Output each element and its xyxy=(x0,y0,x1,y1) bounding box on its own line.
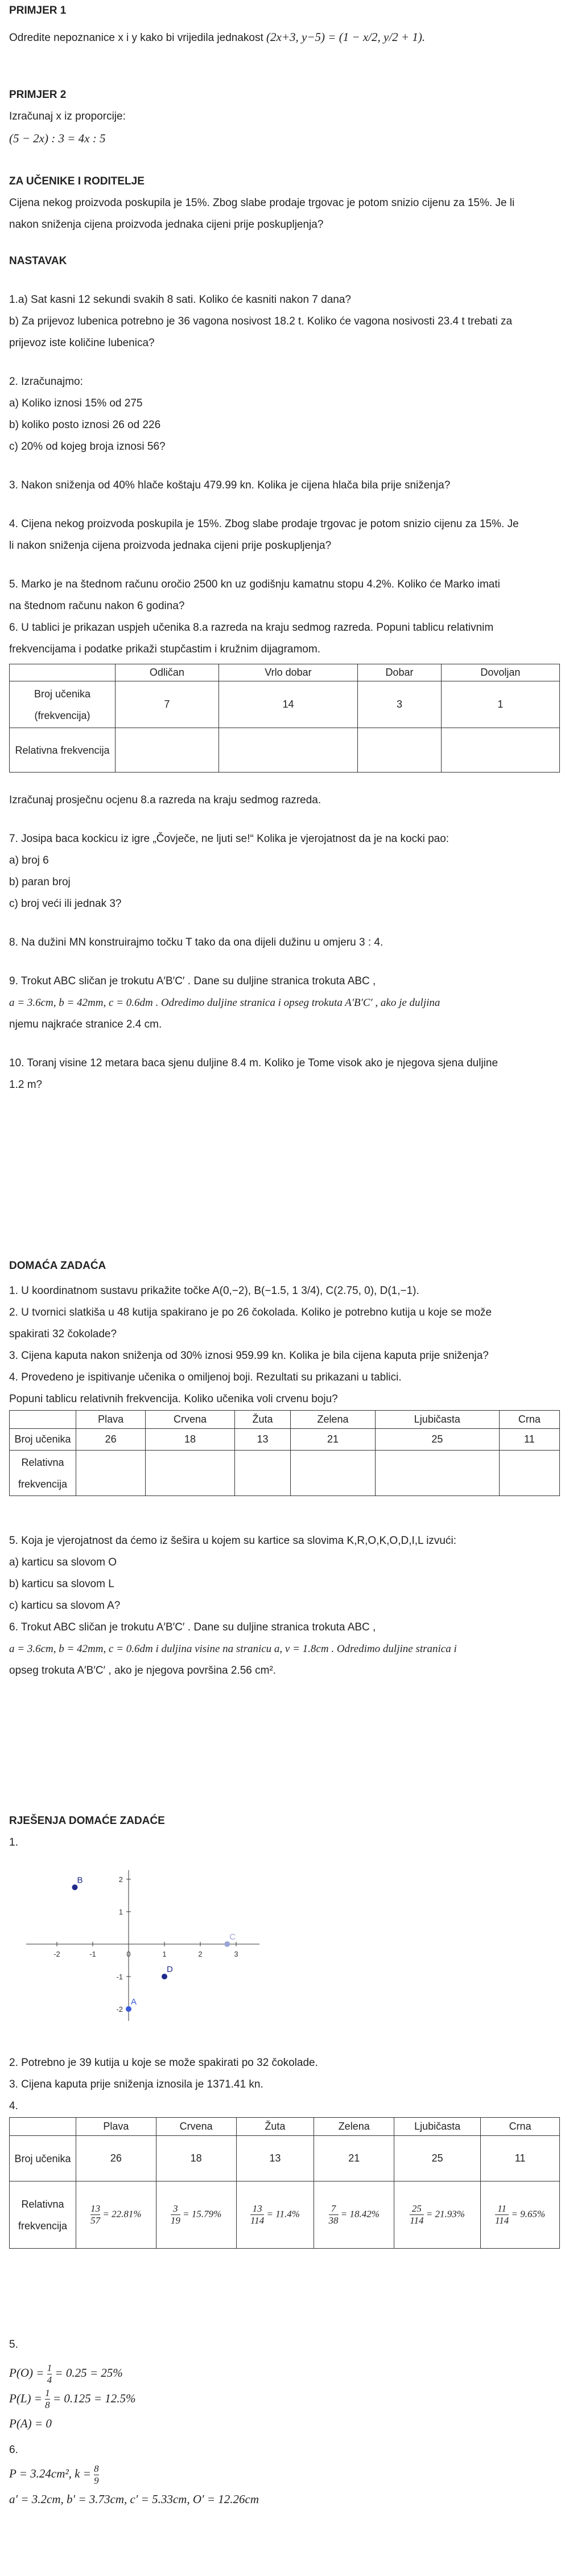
fraction-value: = 15.79% xyxy=(183,2208,222,2220)
sol4-cell: 25 xyxy=(394,2136,481,2181)
primjer2-section xyxy=(9,84,560,149)
fraction-denominator: 38 xyxy=(328,2215,339,2226)
graph-points xyxy=(72,1875,236,2012)
primjer2-equation: (5 − 2x) : 3 = 4x : 5 xyxy=(9,132,106,145)
sol-5a-rhs: = 0.25 = 25% xyxy=(55,2366,123,2380)
task-9-line3: njemu najkraće stranice 2.4 cm. xyxy=(9,1018,162,1030)
x-tick-label: 2 xyxy=(198,1950,203,1958)
x-tick-label: -2 xyxy=(53,1950,60,1958)
task-1b-line1: b) Za prijevoz lubenica potrebno je 36 vagona nosivost 18.2 t. Koliko će vagona nosivosti 23.4 t trebati za xyxy=(9,315,513,327)
fraction-denominator: 114 xyxy=(250,2215,265,2226)
x-tick-label: 0 xyxy=(126,1950,131,1958)
domaca-section xyxy=(9,1255,560,1682)
point-C xyxy=(224,1941,230,1947)
fraction-value: = 22.81% xyxy=(102,2208,142,2220)
sol-5b-lhs: P(L) = xyxy=(9,2391,42,2405)
fraction-value: = 21.93% xyxy=(426,2208,465,2220)
primjer1-text xyxy=(9,26,560,49)
sol-5b xyxy=(9,2386,560,2411)
fraction-numerator: 3 xyxy=(171,2203,180,2215)
task-7a: a) broj 6 xyxy=(9,854,49,866)
hw4-cell: 26 xyxy=(76,1429,146,1451)
roditelji-title: ZA UČENIKE I RODITELJE xyxy=(9,175,145,187)
hw4-header: Žuta xyxy=(234,1411,290,1429)
hw4-row-label: Broj učenika xyxy=(10,1429,76,1451)
hw4-header: Zelena xyxy=(291,1411,376,1429)
task-1a: 1.a) Sat kasni 12 sekundi svakih 8 sati. Koliko će kasniti nakon 7 dana? xyxy=(9,294,351,306)
hw4-row-label: Relativna frekvencija xyxy=(10,1451,76,1496)
primjer2-title: PRIMJER 2 xyxy=(9,89,67,101)
sol-6a-lhs: P = 3.24cm², k = xyxy=(9,2467,91,2481)
primjer1-equation: (2x+3, y−5) = (1 − x/2, y/2 + 1). xyxy=(266,30,426,44)
sol4-cell: 21 xyxy=(314,2136,394,2181)
sol-4-table xyxy=(9,2117,560,2249)
hw4-cell-empty xyxy=(291,1451,376,1496)
sol4-row-label: Relativna frekvencija xyxy=(10,2181,76,2249)
hw-5b: b) karticu sa slovom L xyxy=(9,1578,114,1590)
sol4-cell: 18 xyxy=(156,2136,236,2181)
sol-2: 2. Potrebno je 39 kutija u koje se može spakirati po 32 čokolade. xyxy=(9,2057,318,2069)
t6-cell-empty xyxy=(358,728,442,773)
primjer1-statement: Odredite nepoznanice x i y kako bi vrijedila jednakost xyxy=(9,32,263,44)
sol-6-answers xyxy=(9,2461,560,2512)
sol4-fraction-cell xyxy=(156,2181,236,2249)
task-9-line1: 9. Trokut ABC sličan je trokutu A′B′C′ . Dane su duljine stranica trokuta ABC , xyxy=(9,975,376,987)
y-tick-label: 2 xyxy=(118,1875,123,1884)
t6-cell: 1 xyxy=(441,681,559,728)
primjer1-title: PRIMJER 1 xyxy=(9,5,67,17)
task-10-line2: 1.2 m? xyxy=(9,1079,43,1091)
hw4-header-empty xyxy=(10,1411,76,1429)
sol4-cell: 13 xyxy=(236,2136,314,2181)
hw4-cell: 18 xyxy=(146,1429,235,1451)
task-7: 7. Josipa baca kockicu iz igre „Čovječe, ne ljuti se!“ Kolika je vjerojatnost da je na kocki pao: xyxy=(9,833,450,845)
hw4-cell: 21 xyxy=(291,1429,376,1451)
x-tick-label: -1 xyxy=(89,1950,96,1958)
nastavak-title: NASTAVAK xyxy=(9,255,67,267)
fraction-value: = 18.42% xyxy=(340,2208,380,2220)
y-tick-label: -2 xyxy=(116,2005,123,2014)
fraction-denominator: 9 xyxy=(94,2475,99,2487)
task-6-table xyxy=(9,664,560,773)
hw-1: 1. U koordinatnom sustavu prikažite točke A(0,−2), B(−1.5, 1 3/4), C(2.75, 0), D(1,−1). xyxy=(9,1285,419,1297)
t6-header: Dovoljan xyxy=(441,664,559,681)
task-4-line2: li nakon sniženja cijena proizvoda jednaka cijeni prije poskupljenja? xyxy=(9,540,332,552)
t6-header: Vrlo dobar xyxy=(218,664,357,681)
fraction-numerator: 13 xyxy=(90,2203,101,2214)
domaca-title: DOMAĆA ZADAĆA xyxy=(9,1260,106,1272)
fraction-numerator: 25 xyxy=(410,2203,423,2215)
task-2: 2. Izračunajmo: xyxy=(9,376,83,388)
fraction-denominator: 114 xyxy=(495,2215,509,2226)
sol4-fraction-cell xyxy=(76,2181,156,2249)
fraction-numerator: 11 xyxy=(495,2203,509,2215)
sol4-fraction-cell xyxy=(394,2181,481,2249)
hw4-cell-empty xyxy=(76,1451,146,1496)
hw4-cell-empty xyxy=(375,1451,499,1496)
task-1b-line2: prijevoz iste količine lubenica? xyxy=(9,337,155,349)
sol4-header: Zelena xyxy=(314,2118,394,2136)
t6-row-label: Relativna frekvencija xyxy=(10,728,116,773)
t6-row-label: Broj učenika (frekvencija) xyxy=(10,681,116,728)
task-7b: b) paran broj xyxy=(9,876,71,888)
t6-cell-empty xyxy=(218,728,357,773)
roditelji-line1: Cijena nekog proizvoda poskupila je 15%. Zbog slabe prodaje trgovac je potom snizio cijenu za 15%. Je li xyxy=(9,197,515,209)
hw-3: 3. Cijena kaputa nakon sniženja od 30% iznosi 959.99 kn. Kolika je bila cijena kaputa prije sniženja? xyxy=(9,1350,489,1362)
sol4-header: Ljubičasta xyxy=(394,2118,481,2136)
x-tick-label: 3 xyxy=(234,1950,238,1958)
task-2a: a) Koliko iznosi 15% od 275 xyxy=(9,397,143,409)
sol4-fraction-cell xyxy=(481,2181,560,2249)
y-tick-label: 1 xyxy=(118,1908,123,1916)
t6-cell: 7 xyxy=(116,681,219,728)
hw4-cell: 25 xyxy=(375,1429,499,1451)
rjesenja-continued xyxy=(9,2052,560,2512)
hw4-cell-empty xyxy=(234,1451,290,1496)
hw-6-line1: 6. Trokut ABC sličan je trokutu A′B′C′ . Dane su duljine stranica trokuta ABC , xyxy=(9,1621,376,1633)
sol-6a xyxy=(9,2461,560,2487)
t6-cell-empty xyxy=(441,728,559,773)
hw4-header: Crvena xyxy=(146,1411,235,1429)
sol-3: 3. Cijena kaputa prije sniženja iznosila je 1371.41 kn. xyxy=(9,2078,263,2090)
hw4-cell: 11 xyxy=(499,1429,559,1451)
task-7c: c) broj veći ili jednak 3? xyxy=(9,898,122,910)
sol-4: 4. xyxy=(9,2100,18,2112)
hw4-cell-empty xyxy=(146,1451,235,1496)
hw-4-line2: Popuni tablicu relativnih frekvencija. Koliko učenika voli crvenu boju? xyxy=(9,1393,338,1405)
rjesenja-section xyxy=(9,1810,560,1854)
fraction-denominator: 4 xyxy=(47,2374,52,2385)
t6-header: Dobar xyxy=(358,664,442,681)
hw4-header: Plava xyxy=(76,1411,146,1429)
y-tick-label: -1 xyxy=(116,1973,123,1981)
t6-cell: 3 xyxy=(358,681,442,728)
sol-5a-lhs: P(O) = xyxy=(9,2366,44,2380)
sol4-cell: 26 xyxy=(76,2136,156,2181)
fraction-value: = 9.65% xyxy=(511,2208,546,2220)
point-label-C: C xyxy=(229,1932,236,1942)
nastavak-section xyxy=(9,250,560,1096)
sol-1: 1. xyxy=(9,1837,18,1848)
task-6c: Izračunaj prosječnu ocjenu 8.a razreda na kraju sedmog razreda. xyxy=(9,794,321,806)
task-4-line1: 4. Cijena nekog proizvoda poskupila je 15%. Zbog slabe prodaje trgovac je potom snizio cijenu za 15%. Je xyxy=(9,518,519,530)
sol-5-answers xyxy=(9,2360,560,2436)
fraction-numerator: 13 xyxy=(250,2203,264,2215)
graph-axes xyxy=(26,1870,259,2021)
sol4-cell: 11 xyxy=(481,2136,560,2181)
task-3: 3. Nakon sniženja od 40% hlače koštaju 479.99 kn. Kolika je cijena hlača bila prije sniženja? xyxy=(9,479,451,491)
point-A xyxy=(126,2006,131,2012)
hw-4-line1: 4. Provedeno je ispitivanje učenika o omiljenoj boji. Rezultati su prikazani u tablici. xyxy=(9,1371,402,1383)
task-8: 8. Na dužini MN konstruirajmo točku T tako da ona dijeli dužinu u omjeru 3 : 4. xyxy=(9,936,384,948)
t6-cell: 14 xyxy=(218,681,357,728)
sol-5a xyxy=(9,2360,560,2386)
hw-4-table xyxy=(9,1410,560,1496)
sol-6b: a′ = 3.2cm, b′ = 3.73cm, c′ = 5.33cm, O′ = 12.26cm xyxy=(9,2492,259,2507)
fraction-denominator: 8 xyxy=(45,2400,50,2411)
sol-5c: P(A) = 0 xyxy=(9,2417,52,2431)
point-D xyxy=(162,1974,167,1979)
sol4-header: Žuta xyxy=(236,2118,314,2136)
task-6-line2: frekvencijama i podatke prikaži stupčastim i kružnim dijagramom. xyxy=(9,643,320,655)
hw-2-line1: 2. U tvornici slatkiša u 48 kutija spakirano je po 26 čokolada. Koliko je potrebno kutija u koje se može xyxy=(9,1307,492,1318)
sol4-fraction-cell xyxy=(314,2181,394,2249)
fraction-numerator: 7 xyxy=(329,2203,339,2215)
hw4-cell: 13 xyxy=(234,1429,290,1451)
task-10-line1: 10. Toranj visine 12 metara baca sjenu duljine 8.4 m. Koliko je Tome visok ako je njegova sjena duljine xyxy=(9,1057,498,1069)
hw-5a: a) karticu sa slovom O xyxy=(9,1556,117,1568)
point-label-D: D xyxy=(167,1965,173,1974)
fraction-denominator: 114 xyxy=(410,2215,424,2226)
sol4-header: Plava xyxy=(76,2118,156,2136)
primjer1-section xyxy=(9,0,560,49)
task-5-line1: 5. Marko je na štednom računu oročio 2500 kn uz godišnju kamatnu stopu 4.2%. Koliko će Marko imati xyxy=(9,578,500,590)
t6-header-empty xyxy=(10,664,116,681)
task-5-line2: na štednom računu nakon 6 godina? xyxy=(9,600,185,612)
sol-5b-rhs: = 0.125 = 12.5% xyxy=(52,2391,136,2405)
fraction-numerator: 8 xyxy=(94,2463,99,2475)
hw-6-line2: a = 3.6cm, b = 42mm, c = 0.6dm i duljina visine na stranicu a, v = 1.8cm . Odredimo duljine stranica i xyxy=(9,1643,457,1655)
sol4-header: Crvena xyxy=(156,2118,236,2136)
rjesenja-title: RJEŠENJA DOMAĆE ZADAĆE xyxy=(9,1815,165,1827)
coordinate-graph xyxy=(15,1859,288,2029)
sol-5: 5. xyxy=(9,2339,18,2351)
x-tick-label: 1 xyxy=(162,1950,167,1958)
hw4-header: Ljubičasta xyxy=(375,1411,499,1429)
fraction-value: = 11.4% xyxy=(266,2208,300,2220)
sol-6: 6. xyxy=(9,2444,18,2456)
task-6-line1: 6. U tablici je prikazan uspjeh učenika 8.a razreda na kraju sedmog razreda. Popuni tablicu relativnim xyxy=(9,622,494,634)
hw-5c: c) karticu sa slovom A? xyxy=(9,1600,121,1612)
hw-6-line3: opseg trokuta A′B′C′ , ako je njegova površina 2.56 cm². xyxy=(9,1665,277,1677)
hw4-header: Crna xyxy=(499,1411,559,1429)
fraction-numerator: 1 xyxy=(45,2388,50,2399)
hw-5: 5. Koja je vjerojatnost da ćemo iz šešira u kojem su kartice sa slovima K,R,O,K,O,D,I,L izvući: xyxy=(9,1535,456,1547)
point-label-A: A xyxy=(131,1997,137,2007)
roditelji-line2: nakon sniženja cijena proizvoda jednaka cijeni prije poskupljenja? xyxy=(9,219,324,231)
t6-header: Odličan xyxy=(116,664,219,681)
fraction-denominator: 57 xyxy=(90,2215,101,2226)
sol4-header-empty xyxy=(10,2118,76,2136)
sol4-row-label: Broj učenika xyxy=(10,2136,76,2181)
fraction-numerator: 1 xyxy=(47,2362,52,2373)
t6-cell-empty xyxy=(116,728,219,773)
sol4-fraction-cell xyxy=(236,2181,314,2249)
task-2b: b) koliko posto iznosi 26 od 226 xyxy=(9,419,161,431)
roditelji-section xyxy=(9,171,560,236)
hw4-cell-empty xyxy=(499,1451,559,1496)
point-B xyxy=(72,1884,78,1890)
hw-2-line2: spakirati 32 čokolade? xyxy=(9,1328,117,1340)
fraction-denominator: 19 xyxy=(170,2215,180,2226)
task-9-line2: a = 3.6cm, b = 42mm, c = 0.6dm . Odredimo duljine stranica i opseg trokuta A′B′C′ , ako je duljina xyxy=(9,997,440,1009)
sol4-header: Crna xyxy=(481,2118,560,2136)
primjer2-text: Izračunaj x iz proporcije: xyxy=(9,110,126,122)
point-label-B: B xyxy=(77,1875,83,1885)
task-2c: c) 20% od kojeg broja iznosi 56? xyxy=(9,441,166,453)
